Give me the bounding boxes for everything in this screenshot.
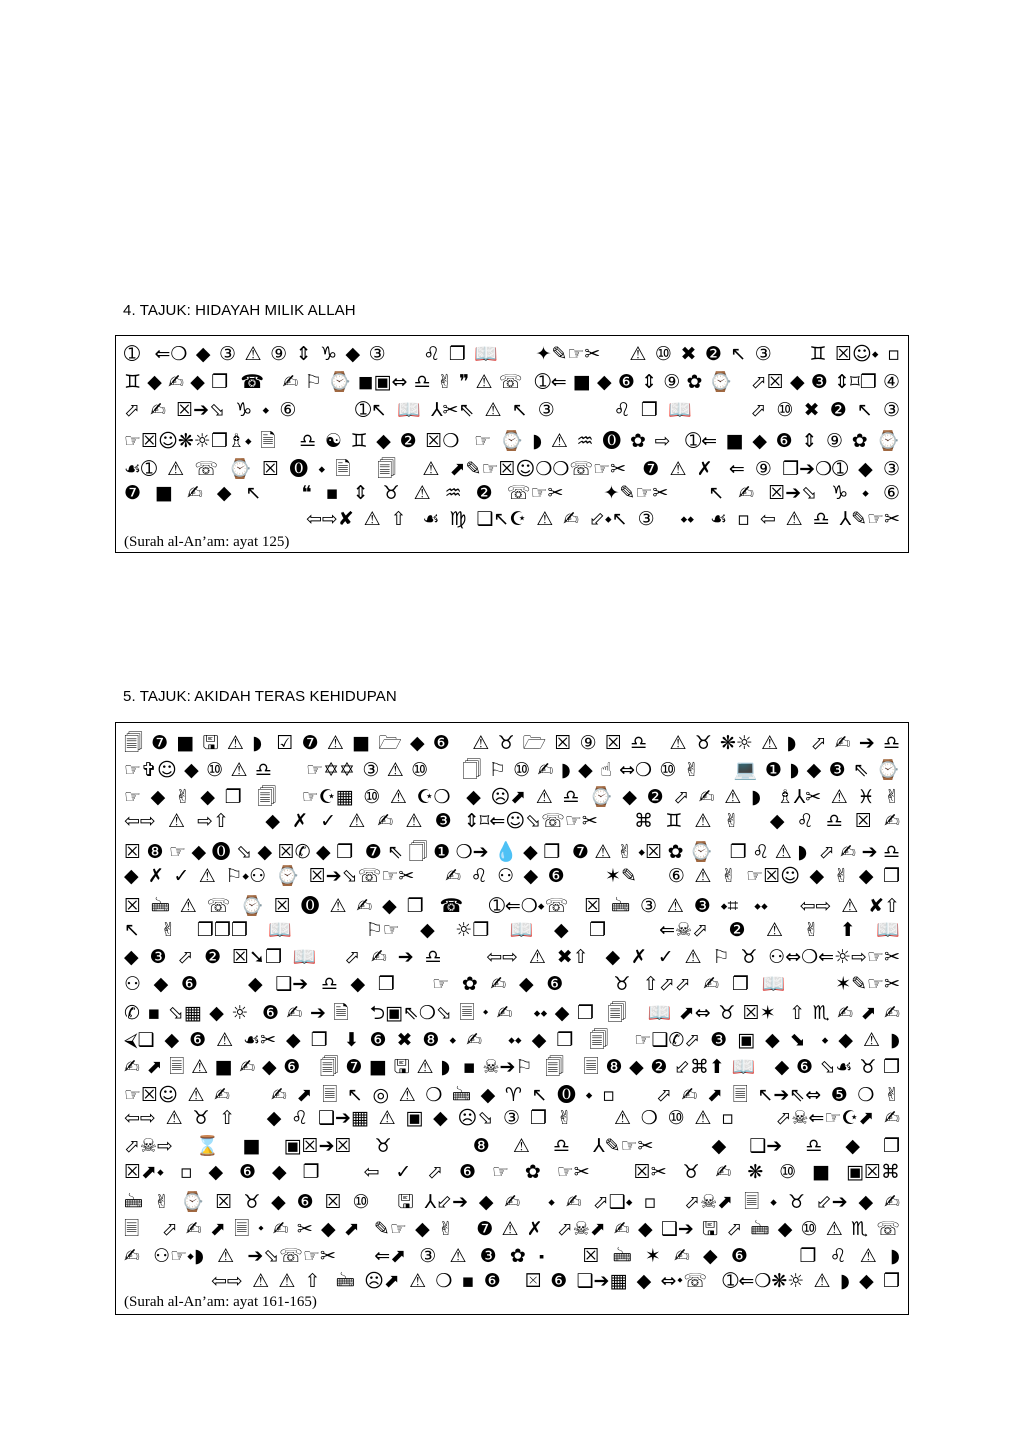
verse-line: 🗐❼■🖫⚠◗ ☑❼⚠■🗁◆❻ ⚠♉🗁☒⑨☒♎ ⚠♉❋☼⚠◗ ⬀✍➔♎: [124, 732, 900, 754]
verse-line: ⇦⇨✘⚠⇧ ☙♍❑↖☪⚠✍⬃⬩↖③ ⬩⬩ ☙▫⇦⚠♎⅄✎☞✂: [306, 508, 900, 530]
section-4-verse-box: [115, 335, 909, 553]
verse-line: ☞☒☺❋☼❐♗⬩🗎 ♎☯♊◆❷☒❍ ☞⌚◗⚠♒⓿✿⇨ ➀⇐■◆❻⇕⑨✿⌚: [124, 430, 900, 452]
verse-citation: (Surah al-An’am: ayat 125): [124, 534, 290, 550]
verse-line: ☙➀⚠☏⌚☒⓿⬩🗎 🗐 ⚠⬈✎☞☒☺❍❍☏☞✂ ❼⚠✗ ⇐⑨❐➔❍➀◆③: [124, 458, 900, 480]
verse-line: ⚇◆❻ ◆❑➔♎◆❐ ☞✿✍◆❻ ♉⇧⬀⬀✍❐📖 ✶✎☞✂: [124, 973, 900, 995]
verse-line: ☞◆✌◆❐ 🗐 ☞☪▦⑩⚠☪❍ ◆☹⬈⚠♎⌚◆❷⬀✍⚠◗ ♗⅄✂⚠♓✌: [124, 786, 900, 808]
verse-line: ⇦⇨⚠♉⇧ ◆♌❑➔▦⚠▣◆☹⬂③❐✌ ⚠❍⑩⚠▫ ⬀☠⇐☞☪⬈✍: [124, 1107, 900, 1129]
verse-line: ❼■✍◆↖ ❝▪⇕♉⚠♒❷☏☞✂ ✦✎☞✂ ↖✍☒➔⬂♑⬩⑥: [124, 482, 900, 504]
verse-line: ⬀☠⇨⌛■▣☒➔☒♉ ❽⚠♎⅄✎☞✂ ◆❑➔♎◆❐: [124, 1135, 900, 1157]
verse-line: ☒❽☞◆⓿⬂◆☒✆◆❐ ❼⇖🗍❶❍➔💧◆❐ ❼⚠✌⬩☒✿⌚ ❐♌⚠◗ ⬀✍➔♎: [124, 841, 900, 863]
section-5-heading: 5. TAJUK: AKIDAH TERAS KEHIDUPAN: [123, 688, 397, 705]
section-5-verse-box: [115, 722, 909, 1315]
verse-line: ↖✌❐❐❐📖 ⚐☞◆☼❐📖◆❐ ⇐☠⬀❷⚠✌⬆📖: [124, 919, 900, 941]
verse-line: ⇦⇨⚠⚠⇧ 🖮☹⬈⚠❍▪❻ ⮽❻❑➔▦◆⇔⬩☏ ➀⇐❍❋☼⚠◗◆❐: [211, 1270, 900, 1292]
verse-line: ⬀✍☒➔⬂♑⬩⑥ ➀↖📖⅄✂⇖⚠↖③ ♌❐📖 ⬀⑩✖❷↖③: [124, 399, 900, 421]
verse-line: ✆▪⬂▦◆☼ ❻✍➔🗎 ⮌▣⇖❍⬂🗏⬩✍ ⬩⬩◆❐ 🗐 📖⬈⇔♉☒✶ ⇧♏✍⬈✍: [124, 1002, 900, 1024]
verse-line: ☒🖮⚠☏⌚☒⓿⚠✍◆❐ ☎ ➀⇐❍⬩☏ ☒🖮③⚠❸⬩⌗ ⬩⬩ ⇦⇨⚠✘⇧: [124, 895, 900, 917]
verse-line: 🗏 ⬀✍⬈🗏⬩✍✂◆⬈ ✎☞◆✌ ❼⚠✗ ⬀☠⬈✍◆❑➔🖫⬀🖮◆⑩⚠♏☏: [124, 1218, 900, 1240]
verse-line: ⇦⇨⚠⇨⇧ ◆✗✓⚠✍⚠❸⇕⌑⇐☺⬂☏☞✂ ⌘♊⚠✌ ◆♌♎☒✍: [124, 810, 900, 832]
verse-line: ➀ ⇐❍◆③⚠⑨⇕♑◆③ ♌❐📖 ✦✎☞✂ ⚠⑩✖❷↖③ ♊☒☺⬩▫: [124, 343, 900, 365]
section-4-heading: 4. TAJUK: HIDAYAH MILIK ALLAH: [123, 302, 356, 319]
verse-line: ✍⚇☞⬩◗⚠➔⬂☏☞✂ ⇐⬈③⚠❸✿⬝ ☒🖮✶✍◆❻ ❐♌⚠◗: [124, 1245, 900, 1267]
verse-line: ◆❸⬀❷☒➘❐📖 ⬀✍➔♎ ⇦⇨⚠✖⇧ ◆✗✓⚠⚐♉⚇⇔❍⇐☼⇨☞✂: [124, 946, 900, 968]
verse-line: ☒⬈⬩▫◆❻◆❐ ⇦✓⬀❻☞✿☞✂ ☒✂♉✍❋⑩■▣☒⌘: [124, 1161, 900, 1183]
verse-line: ☞☒☺⚠✍ ✍⬈🗏↖◎⚠❍🖮◆♈↖⓿⬩▫ ⬀✍⬈🗏↖➔⇖⇔❺❍✌: [124, 1084, 900, 1106]
verse-line: ⮘❑◆❻⚠☙✂◆❐ ⬇❻✖❽⬩✍ ⬩⬩◆❐ 🗐 ☞❑✆⬀❸▣◆⬊ ⬩◆⚠◗: [124, 1029, 900, 1051]
verse-citation: (Surah al-An’am: ayat 161-165): [124, 1294, 317, 1310]
verse-line: ✍⬈🗏⚠■✍◆❻ 🗐❼■🖫⚠◗ ▪☠➔⚐ 🗐 🗏❽◆❷⬃⌘⬆📖 ◆❻⬂☙♉❐: [124, 1056, 900, 1078]
verse-line: 🖮✌⌚☒♉◆❻☒⑩ 🖫⅄⬃➔◆✍ ⬩✍⬀❑⬩▫ ⬀☠⬈🗏⬩♉⬃➔◆✍: [124, 1191, 900, 1213]
verse-line: ☞✞☺◆⑩⚠♎ ☞✡✡③⚠⑩ 🗍⚐⑩✍◗◆☝⇔❍⑩✌ 💻❶◗◆❸⇖⌚: [124, 759, 900, 781]
verse-line: ♊◆✍◆❐ ☎ ✍⚐⌚◼▣⇔♎✌❞⚠☏ ➀⇐■◆❻⇕⑨✿⌚ ⬀☒◆❸⇕⌑❐④: [124, 371, 900, 393]
verse-line: ◆✗✓⚠⚐⬩⚇⌚☒➔⬂☏☞✂ ✍♌⚇◆❻ ✶✎ ⑥⚠✌☞☒☺◆✌◆❐: [124, 865, 900, 887]
